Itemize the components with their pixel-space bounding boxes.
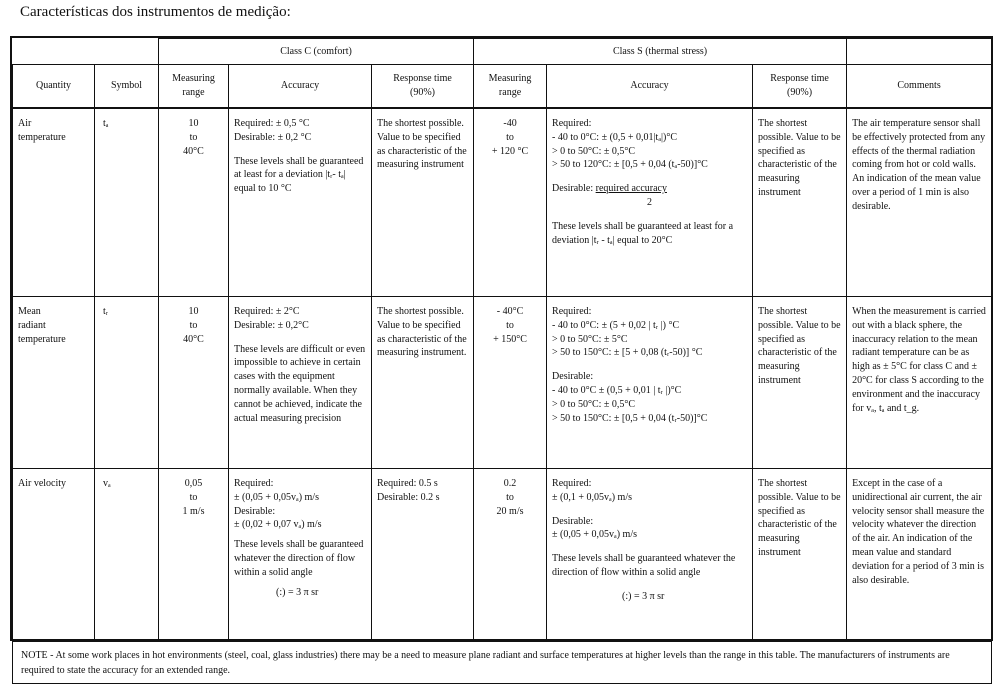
col-quantity: Quantity <box>13 65 95 109</box>
response-s-cell: The shortest possible. Value to be specified as characteristic of the measuring instrument <box>753 108 847 297</box>
col-accuracy-c: Accuracy <box>229 65 372 109</box>
group-header-empty <box>13 39 159 65</box>
col-symbol: Symbol <box>95 65 159 109</box>
accuracy-s-cell: Required: ± (0,1 + 0,05vₐ) m/s Desirable: ± (0,05 + 0,05vₐ) m/s These levels shall be guaranteed whatever the direction of flow within a solid angle (:) = 3 π sr <box>547 469 753 642</box>
group-header-comments-empty <box>847 39 992 65</box>
accuracy-c-cell: Required: ± (0,05 + 0,05vₐ) m/s Desirable: ± (0,02 + 0,07 vₐ) m/s These levels shall be guaranteed whatever the direction of flow within a solid angle (:) = 3 π sr <box>229 469 372 642</box>
group-header-row <box>13 39 992 65</box>
col-accuracy-s: Accuracy <box>547 65 753 109</box>
symbol-cell: tᵣ <box>95 297 159 469</box>
accuracy-c-cell: Required: ± 2°C Desirable: ± 0,2°C These levels are difficult or even impossible to achieve in certain cases with the equipment normally available. When they cannot be achieved, indicate the actual measuring precision <box>229 297 372 469</box>
comments-cell: The air temperature sensor shall be effectively protected from any effects of the thermal radiation coming from hot or cold walls. An indication of the mean value over a period of 1 min is also desirable. <box>847 108 992 297</box>
response-c-cell: The shortest possible. Value to be specified as characteristic of the measuring instrument. <box>372 297 474 469</box>
col-response-s: Response time (90%) <box>753 65 847 109</box>
comments-cell: Except in the case of a unidirectional air current, the air velocity sensor shall measure the velocity whatever the direction of the air. An indication of the mean value and standard deviation for a period of 3 min is also desirable. <box>847 469 992 642</box>
table-row <box>13 297 992 469</box>
col-response-c: Response time (90%) <box>372 65 474 109</box>
page-heading: Características dos instrumentos de medição: <box>20 4 291 20</box>
group-class-c: Class C (comfort) <box>159 39 474 65</box>
note-row <box>13 642 992 684</box>
response-s-cell: The shortest possible. Value to be specified as characteristic of the measuring instrument <box>753 297 847 469</box>
column-header-row <box>13 65 992 109</box>
accuracy-s-cell: Required: - 40 to 0°C: ± (5 + 0,02 | tᵣ |) °C > 0 to 50°C: ± 5°C > 50 to 150°C: ± [5 + 0,08 (tᵣ-50)] °C Desirable: - 40 to 0°C ± (0,5 + 0,01 | tᵣ |)°C > 0 to 50°C: ± 0,5°C > 50 to 150°C: ± [0,5 + 0,04 (tᵣ-50)]°C <box>547 297 753 469</box>
response-c-cell: The shortest possible. Value to be specified as characteristic of the measuring instrument <box>372 108 474 297</box>
group-class-s: Class S (thermal stress) <box>474 39 847 65</box>
col-range-s: Measuring range <box>474 65 547 109</box>
instrument-characteristics-table <box>10 36 993 676</box>
comments-cell: When the measurement is carried out with a black sphere, the inaccuracy relation to the mean radiant temperature can be as high as ± 5°C for class C and ± 20°C for class S according to the environment and the inaccuracy for vₐ, tₐ and t_g. <box>847 297 992 469</box>
col-comments: Comments <box>847 65 992 109</box>
table-row <box>13 469 992 642</box>
table-row <box>13 108 992 297</box>
symbol-cell: tₐ <box>95 108 159 297</box>
accuracy-c-cell: Required: ± 0,5 °C Desirable: ± 0,2 °C These levels shall be guaranteed at least for a deviation |tᵣ- tₐ| equal to 10 °C <box>229 108 372 297</box>
response-s-cell: The shortest possible. Value to be specified as characteristic of the measuring instrument <box>753 469 847 642</box>
range-s-cell: -40 to + 120 °C <box>474 108 547 297</box>
range-c-cell: 0,05 to 1 m/s <box>159 469 229 642</box>
quantity-cell: Air temperature <box>13 108 95 297</box>
accuracy-s-cell: Required: - 40 to 0°C: ± (0,5 + 0,01|tₐ|)°C > 0 to 50°C: ± 0,5°C > 50 to 120°C: ± [0,5 + 0,04 (tₐ-50)]°C Desirable: required accuracy 2 These levels shall be guaranteed at least for a deviation |tᵣ - tₐ| equal to 20°C <box>547 108 753 297</box>
quantity-cell: Mean radiant temperature <box>13 297 95 469</box>
range-c-cell: 10 to 40°C <box>159 108 229 297</box>
range-s-cell: 0.2 to 20 m/s <box>474 469 547 642</box>
col-range-c: Measuring range <box>159 65 229 109</box>
range-s-cell: - 40°C to + 150°C <box>474 297 547 469</box>
table-note: NOTE - At some work places in hot environments (steel, coal, glass industries) there may be a need to measure plane radiant and surface temperatures at higher levels than the range in this table. The manufacturers of instruments are required to state the accuracy for an extended range. <box>13 642 992 684</box>
symbol-cell: vₐ <box>95 469 159 642</box>
quantity-cell: Air velocity <box>13 469 95 642</box>
response-c-cell: Required: 0.5 s Desirable: 0.2 s <box>372 469 474 642</box>
range-c-cell: 10 to 40°C <box>159 297 229 469</box>
